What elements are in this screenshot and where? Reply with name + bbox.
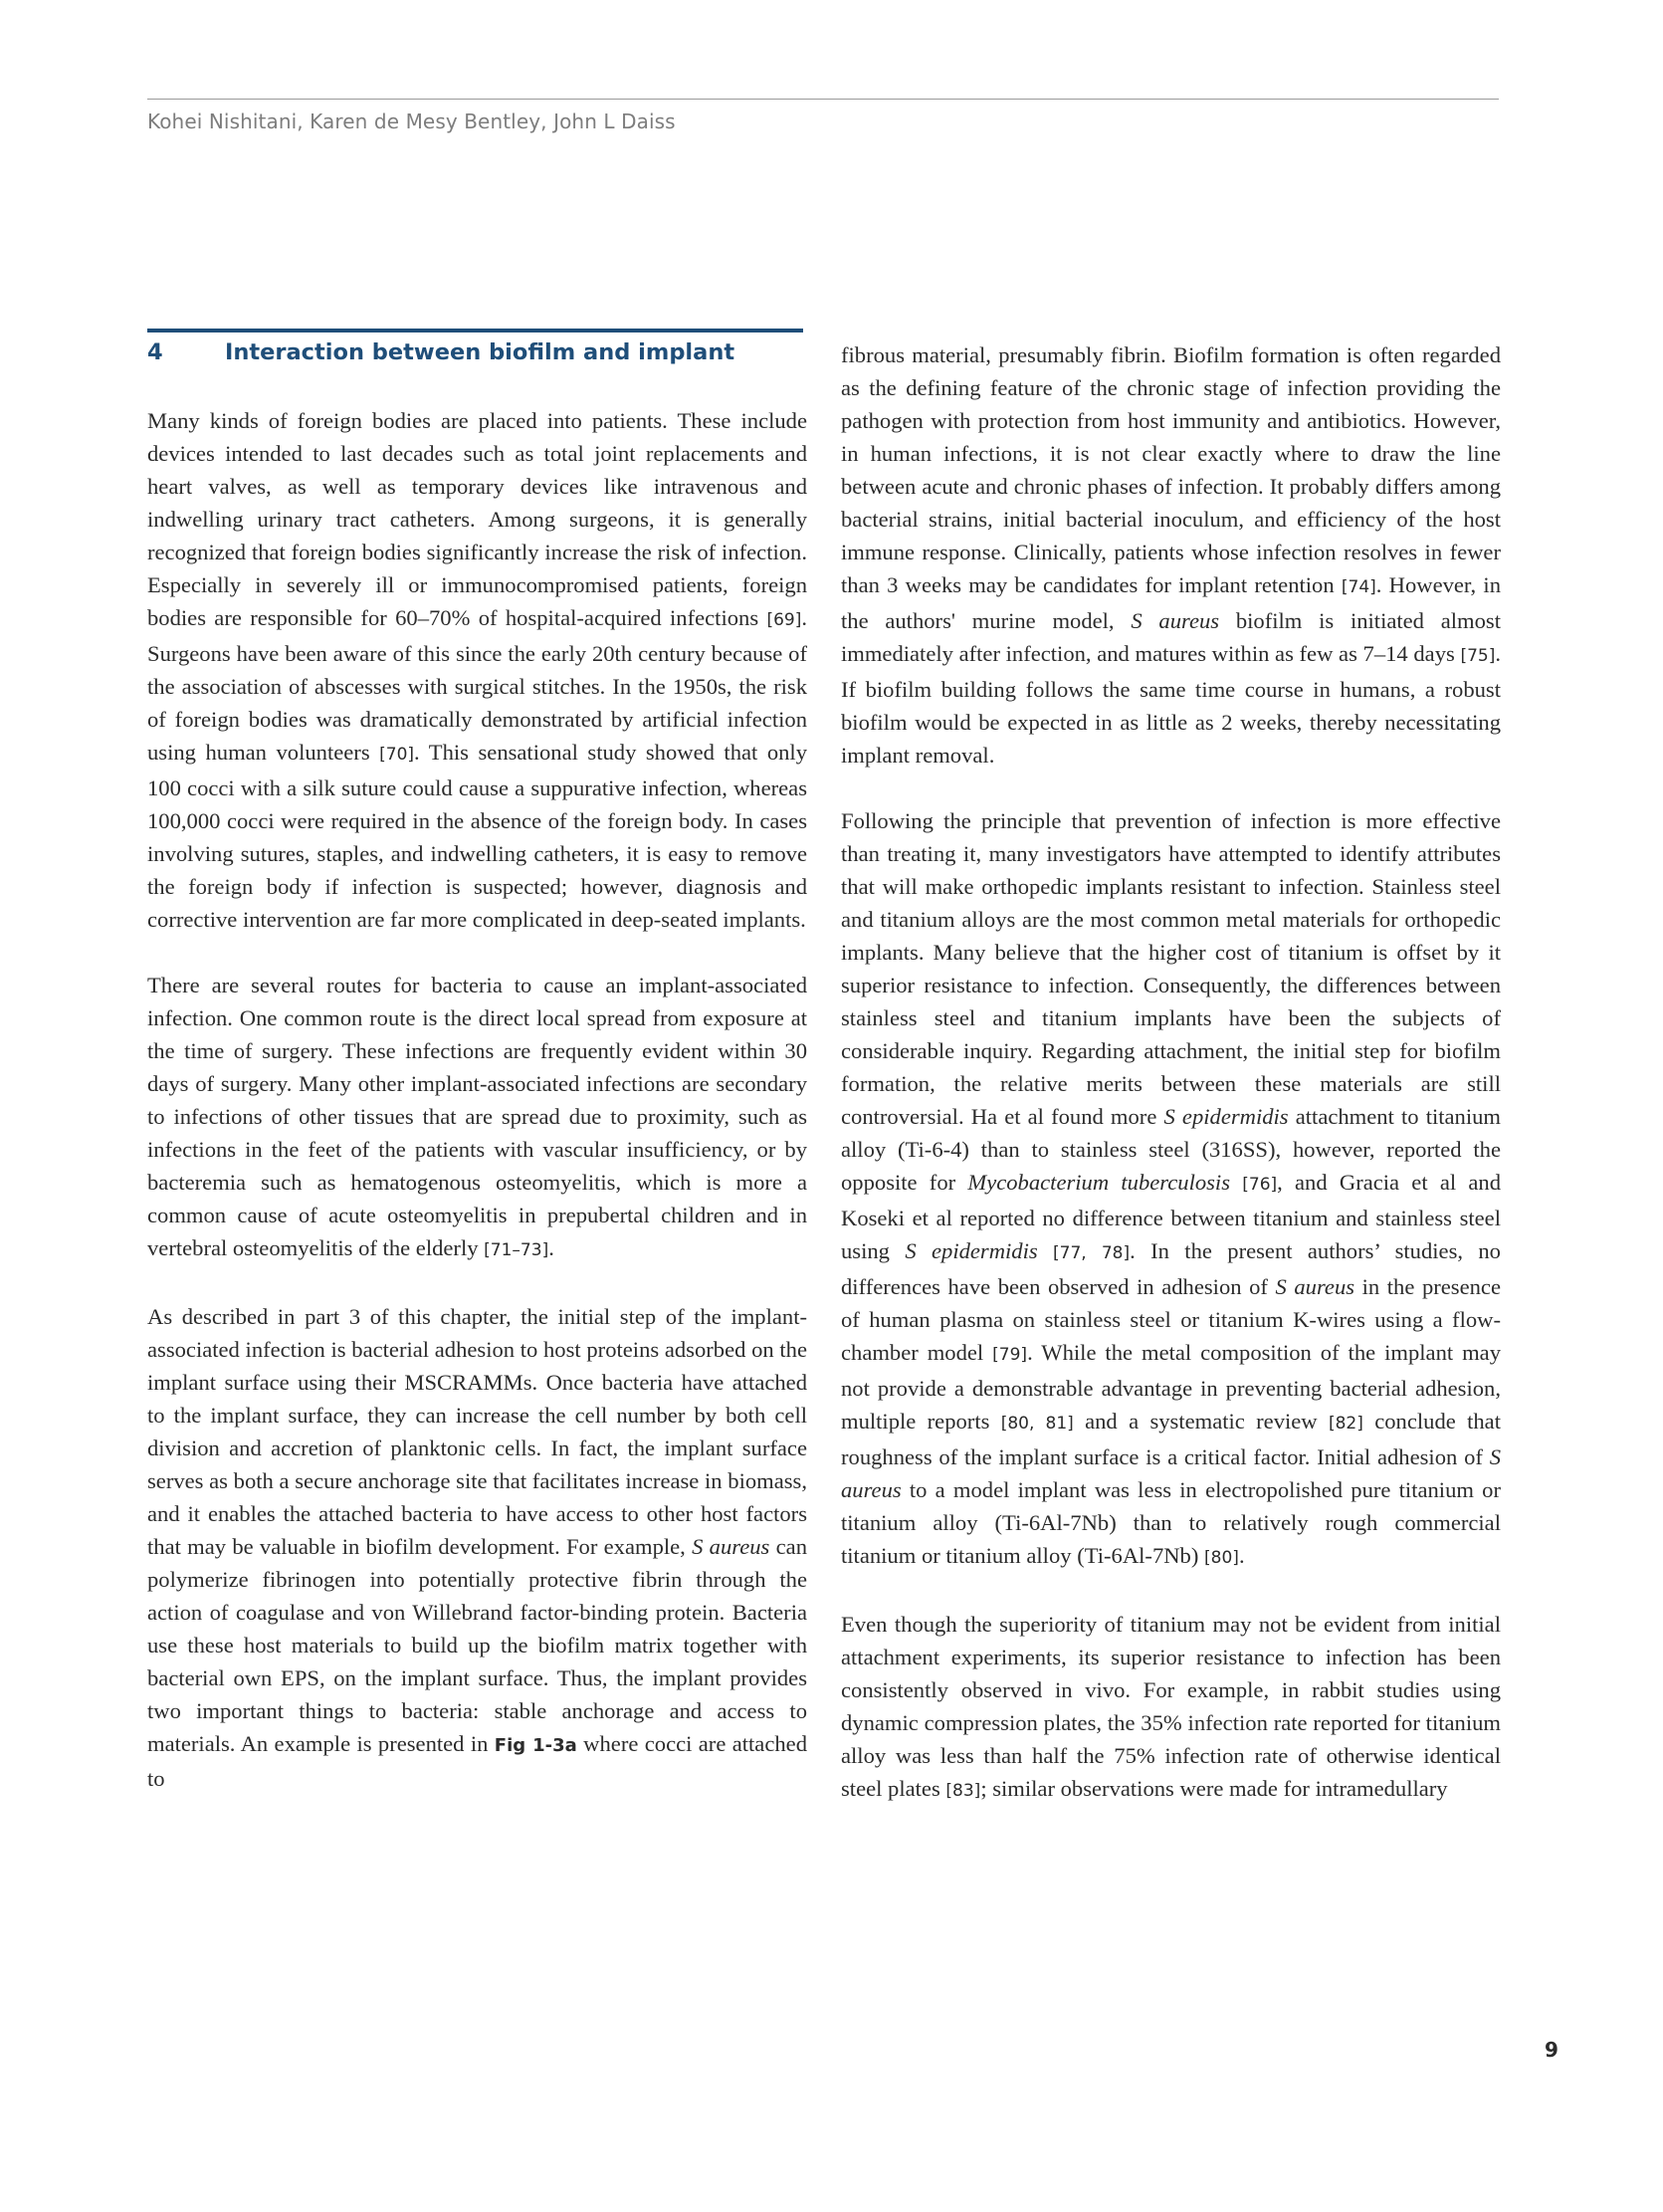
- citation: [82]: [1328, 1414, 1363, 1434]
- citation: [79]: [992, 1345, 1028, 1365]
- text-span: conclude that roughness of the implant surface is a critical factor. Initial adhesion of: [841, 1409, 1501, 1469]
- species-name: S epidermidis: [1163, 1104, 1289, 1129]
- text-span: ; similar observations were made for intramedullary: [980, 1776, 1448, 1801]
- text-span: and a systematic review: [1073, 1409, 1329, 1434]
- text-span: There are several routes for bacteria to cause an implant-associated infection. One common route is the direct local spread from exposure at the time of surgery. These infections are frequently evident within 30 days of surgery. Many other implant-associated infections are secondary to infections of other tissues that are spread due to proximity, such as infections in the feet of the patients with vascular insufficiency, or by bacteremia such as hematogenous osteomyelitis, which is more a common cause of acute osteomyelitis in prepubertal children and in vertebral osteomyelitis of the elderly: [147, 973, 807, 1260]
- citation: [76]: [1242, 1175, 1278, 1195]
- citation: [80, 81]: [1000, 1414, 1074, 1434]
- section-rule: [147, 329, 803, 332]
- section-title: Interaction between biofilm and implant: [225, 339, 735, 365]
- text-span: attachment to titanium alloy (Ti-6-4) than to stainless steel (316SS), however, reported the opposite for: [841, 1104, 1501, 1195]
- citation: [77, 78]: [1053, 1243, 1131, 1263]
- citation: [71–73]: [484, 1240, 549, 1260]
- page-number: 9: [1545, 2038, 1559, 2062]
- text-span: can polymerize fibrinogen into potentially protective fibrin through the action of coagulase and von Willebrand factor-binding protein. Bacteria use these host materials to build up the biofilm matrix together with bacterial own EPS, on the implant surface. Thus, the implant provides two important things to bacteria: stable anchorage and access to materials. An example is presented in: [147, 1534, 807, 1756]
- left-paragraph-1: [147, 404, 807, 936]
- text-span: in the presence of human plasma on stainless steel or titanium K-wires using a flow-chamber model: [841, 1274, 1501, 1365]
- text-span: , and Gracia et al and Koseki et al reported no difference between titanium and stainless steel using: [841, 1170, 1501, 1263]
- text-span: . In the present authors’ studies, no differences have been observed in adhesion of: [841, 1238, 1501, 1299]
- text-span: . However, in the authors' murine model,: [841, 572, 1501, 633]
- citation: [70]: [379, 745, 415, 765]
- text-span: Many kinds of foreign bodies are placed into patients. These include devices intended to last decades such as total joint replacements and heart valves, as well as temporary devices like intravenous and indwelling urinary tract catheters. Among surgeons, it is generally recognized that foreign bodies significantly increase the risk of infection. Especially in severely ill or immunocompromised patients, foreign bodies are responsible for 60–70% of hospital-acquired infections: [147, 408, 807, 630]
- left-paragraph-3: [147, 1300, 807, 1795]
- citation: [75]: [1460, 646, 1496, 666]
- text-span: to a model implant was less in electropolished pure titanium or titanium alloy (Ti-6Al-7Nb) than to relatively rough commercial titanium or titanium alloy (Ti-6Al-7Nb): [841, 1477, 1501, 1568]
- species-name: S aureus: [841, 1444, 1501, 1502]
- header-rule: [147, 99, 1499, 100]
- species-name: Mycobacterium tuberculosis: [967, 1170, 1231, 1195]
- species-name: S aureus: [1131, 608, 1220, 633]
- species-name: S epidermidis: [905, 1238, 1038, 1263]
- section-number: 4: [147, 339, 163, 365]
- citation: [74]: [1341, 577, 1376, 597]
- text-span: . Surgeons have been aware of this since the early 20th century because of the association of abscesses with surgical stitches. In the 1950s, the risk of foreign bodies was dramatically demonstrated by artificial infection using human volunteers: [147, 605, 807, 765]
- text-span: Following the principle that prevention of infection is more effective than treating it, many investigators have attempted to identify attributes that will make orthopedic implants resistant to infection. Stainless steel and titanium alloys are the most common metal materials for orthopedic implants. Many believe that the higher cost of titanium is offset by it superior resistance to infection. Consequently, the differences between stainless steel and titanium implants have been the subjects of considerable inquiry. Regarding attachment, the initial step for biofilm formation, the relative merits between these materials are still controversial. Ha et al found more: [841, 808, 1501, 1129]
- citation: [69]: [766, 610, 802, 630]
- species-name: S aureus: [692, 1534, 770, 1559]
- text-span: As described in part 3 of this chapter, the initial step of the implant-associated infection is bacterial adhesion to host proteins adsorbed on the implant surface using their MSCRAMMs. Once bacteria have attached to the implant surface, they can increase the cell number by both cell division and accretion of planktonic cells. In fact, the implant surface serves as both a secure anchorage site that facilitates increase in biomass, and it enables the attached bacteria to have access to other host factors that may be valuable in biofilm development. For example,: [147, 1304, 807, 1559]
- right-paragraph-2: [841, 804, 1501, 1575]
- right-paragraph-1: [841, 338, 1501, 772]
- right-paragraph-3: [841, 1608, 1501, 1808]
- text-span: . If biofilm building follows the same time course in humans, a robust biofilm would be expected in as little as 2 weeks, thereby necessitating implant removal.: [841, 641, 1501, 768]
- species-name: S aureus: [1275, 1274, 1355, 1299]
- text-span: biofilm is initiated almost immediately after infection, and matures within as few as 7–14 days: [841, 608, 1501, 666]
- text-span: fibrous material, presumably fibrin. Biofilm formation is often regarded as the defining feature of the chronic stage of infection providing the pathogen with protection from host immunity and antibiotics. However, in human infections, it is not clear exactly where to draw the line between acute and chronic phases of infection. It probably differs among bacterial strains, initial bacterial inoculum, and efficiency of the host immune response. Clinically, patients whose infection resolves in fewer than 3 weeks may be candidates for implant retention: [841, 342, 1501, 597]
- text-span: .: [548, 1235, 554, 1260]
- right-column: [841, 338, 1501, 1841]
- text-span: . While the metal composition of the implant may not provide a demonstrable advantage in preventing bacterial adhesion, multiple reports: [841, 1340, 1502, 1434]
- figure-reference[interactable]: Fig 1-3a: [494, 1735, 577, 1756]
- text-span: Even though the superiority of titanium may not be evident from initial attachment experiments, its superior resistance to infection has been consistently observed in vivo. For example, in rabbit studies using dynamic compression plates, the 35% infection rate reported for titanium alloy was less than half the 75% infection rate of otherwise identical steel plates: [841, 1612, 1501, 1801]
- running-head-authors: Kohei Nishitani, Karen de Mesy Bentley, John L Daiss: [147, 110, 676, 133]
- left-column: [147, 404, 807, 1828]
- citation: [80]: [1204, 1548, 1239, 1568]
- text-span: .: [1238, 1543, 1245, 1568]
- section-heading: [147, 336, 803, 368]
- text-span: where cocci are attached to: [147, 1731, 807, 1791]
- text-span: . This sensational study showed that only 100 cocci with a silk suture could cause a suppurative infection, whereas 100,000 cocci were required in the absence of the foreign body. In cases involving sutures, staples, and indwelling catheters, it is easy to remove the foreign body if infection is suspected; however, diagnosis and corrective intervention are far more complicated in deep-seated implants.: [147, 740, 808, 932]
- citation: [83]: [945, 1781, 981, 1801]
- left-paragraph-2: [147, 969, 807, 1267]
